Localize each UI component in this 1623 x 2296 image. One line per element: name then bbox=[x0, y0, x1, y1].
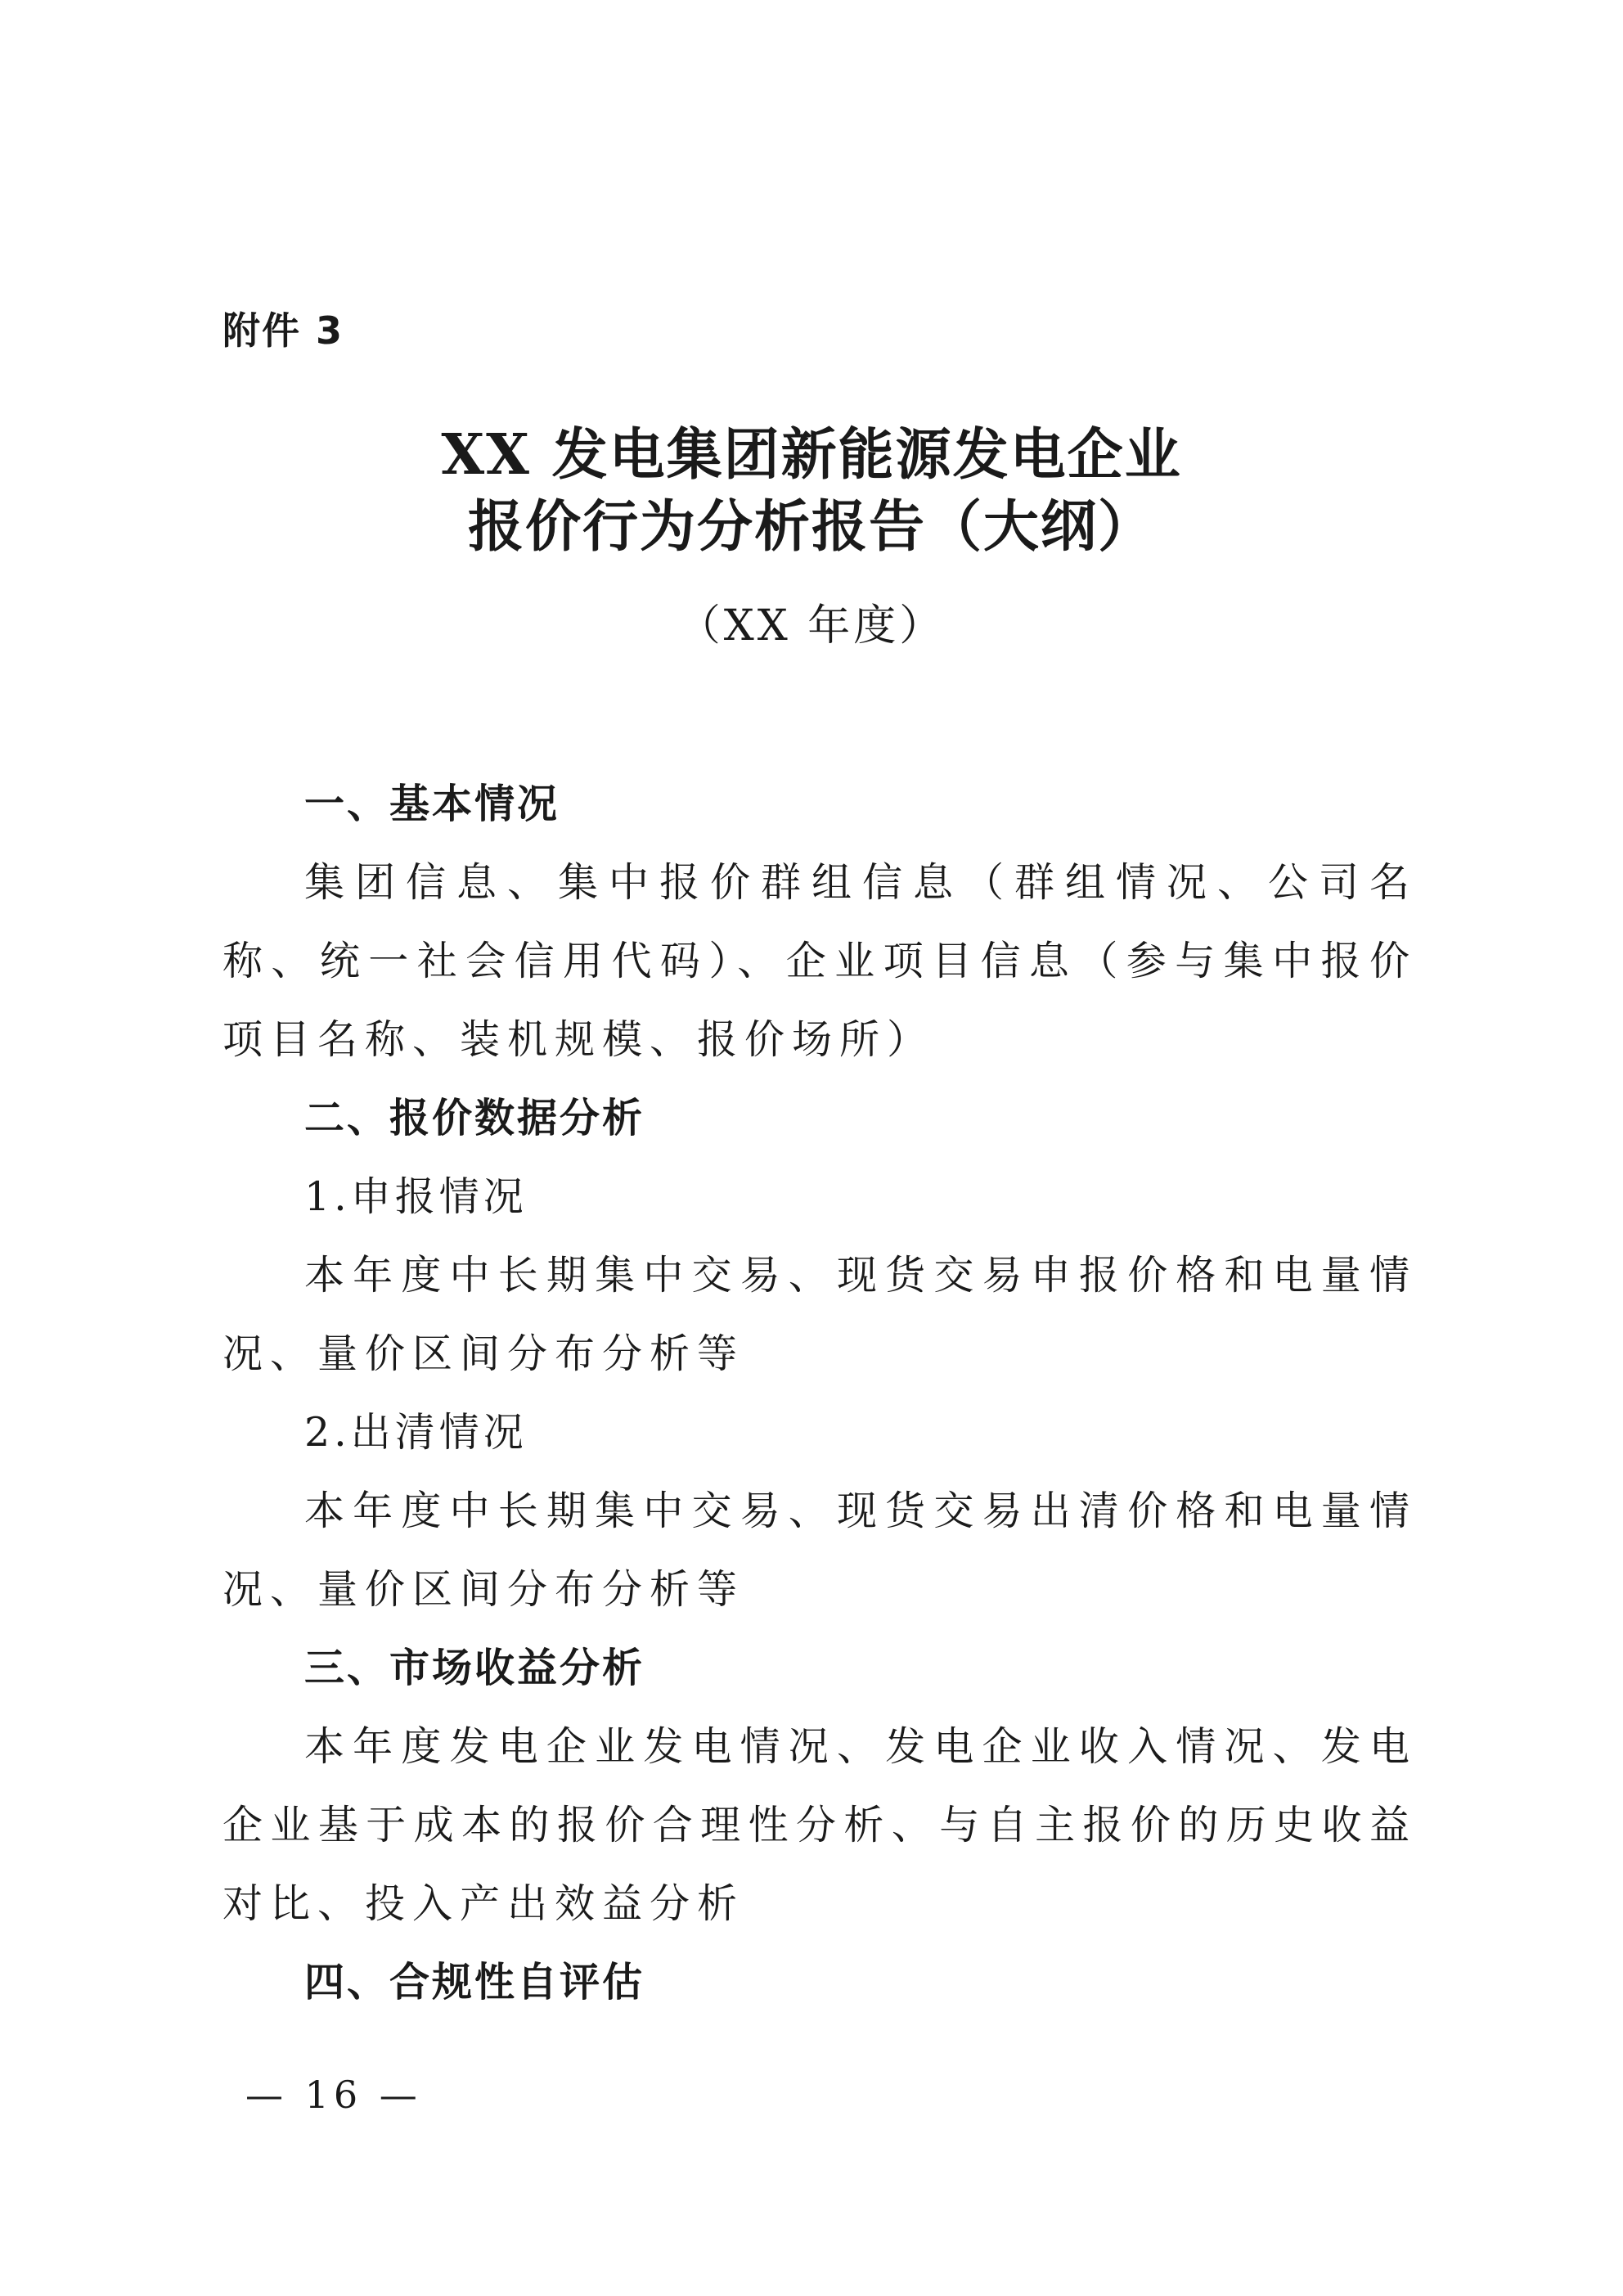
attachment-label: 附件 3 bbox=[223, 308, 344, 353]
page-number: — 16 — bbox=[245, 2073, 422, 2117]
document-body bbox=[223, 765, 1417, 2022]
sub-body-clearing: 本年度中长期集中交易、现货交易出清价格和电量情况、量价区间分布分析等 bbox=[223, 1488, 1417, 1613]
section-heading-basic-info: 一、基本情况 bbox=[304, 781, 560, 827]
document-title-line-1: XX 发电集团新能源发电企业 bbox=[441, 422, 1182, 488]
section-heading-bid-data-analysis: 二、报价数据分析 bbox=[304, 1095, 645, 1141]
section-heading-market-revenue: 三、市场收益分析 bbox=[304, 1645, 645, 1691]
section-body-market-revenue: 本年度发电企业发电情况、发电企业收入情况、发电企业基于成本的报价合理性分析、与自主报价的历史收益对比、投入产出效益分析 bbox=[223, 1723, 1417, 1927]
section-heading-compliance: 四、合规性自评估 bbox=[304, 1959, 645, 2006]
document-title-line-2: 报价行为分析报告（大纲） bbox=[467, 494, 1155, 560]
sub-heading-declaration: 1.申报情况 bbox=[304, 1173, 528, 1220]
document-subtitle: （XX 年度） bbox=[677, 601, 946, 651]
sub-heading-clearing: 2.出清情况 bbox=[304, 1409, 528, 1456]
section-body-basic-info: 集团信息、集中报价群组信息（群组情况、公司名称、统一社会信用代码）、企业项目信息（参与集中报价项目名称、装机规模、报价场所） bbox=[223, 859, 1417, 1063]
sub-body-declaration: 本年度中长期集中交易、现货交易申报价格和电量情况、量价区间分布分析等 bbox=[223, 1252, 1417, 1377]
